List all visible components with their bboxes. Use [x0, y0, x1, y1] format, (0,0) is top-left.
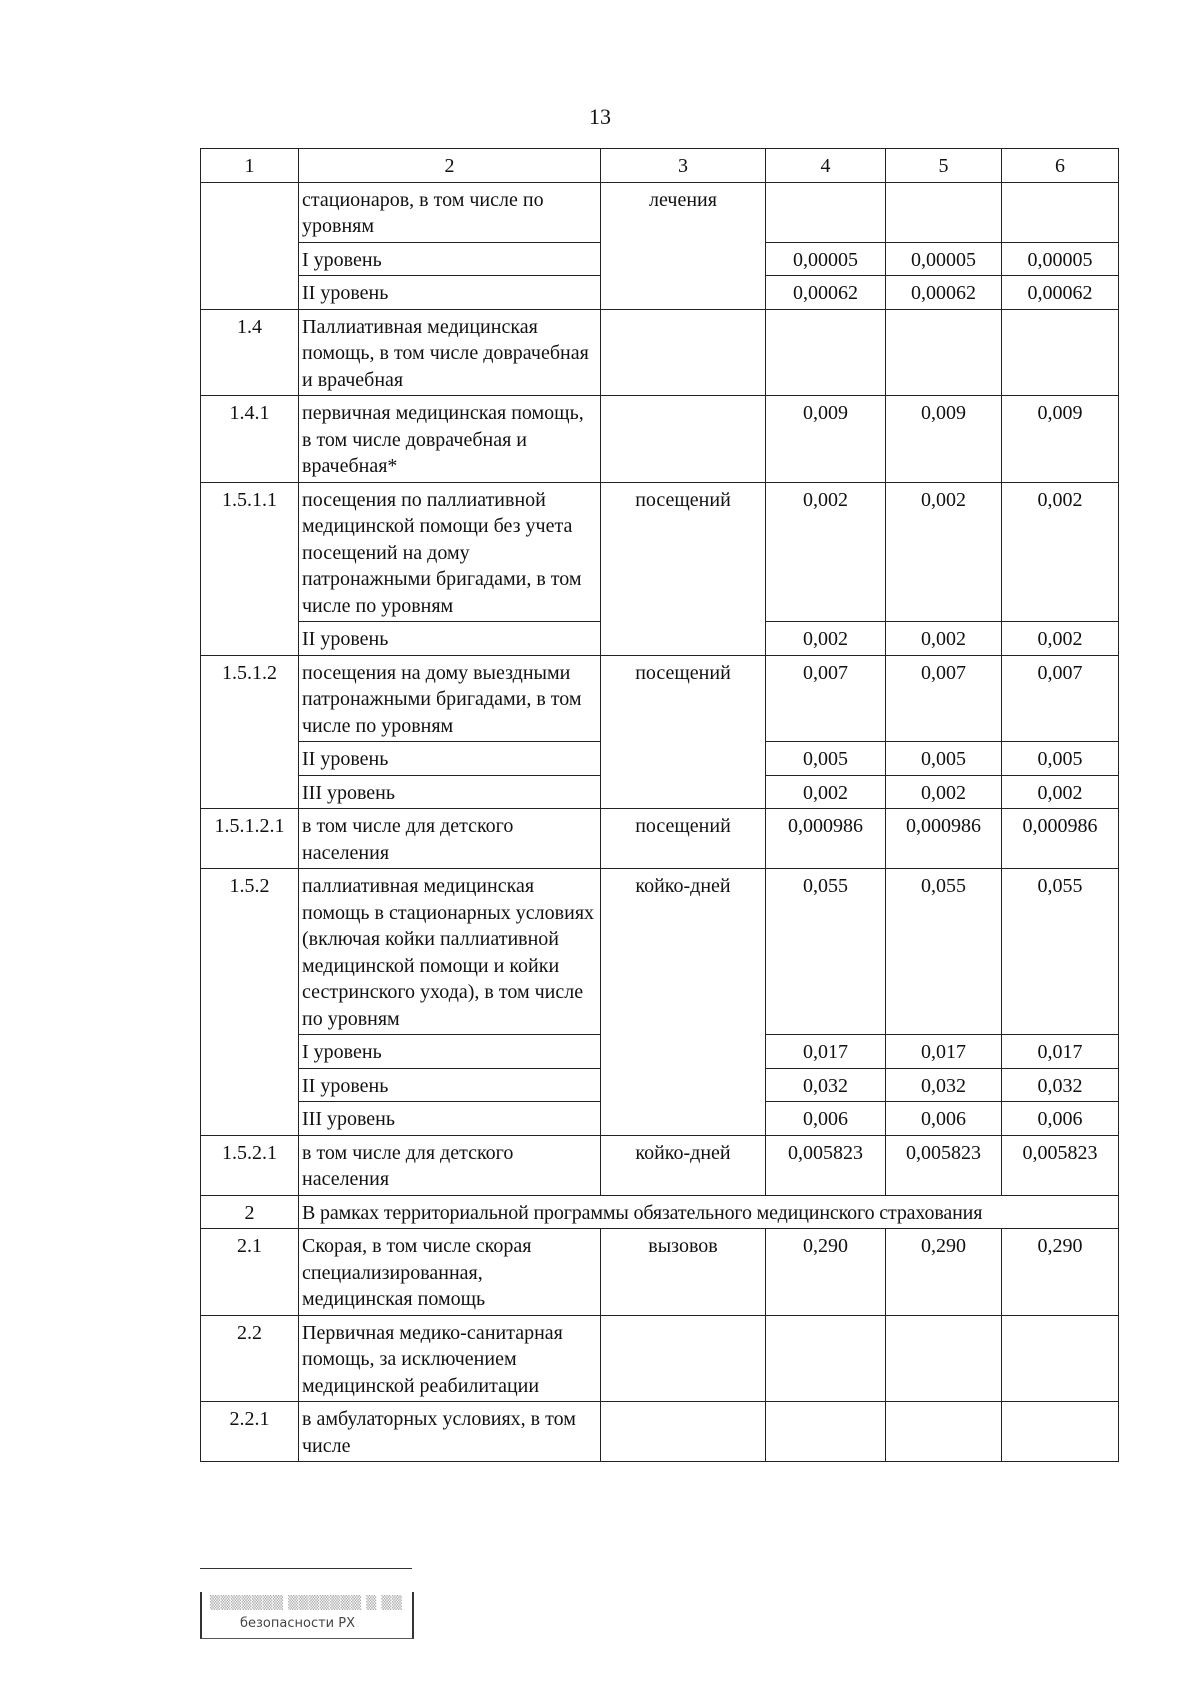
row-value-5 — [886, 182, 1002, 242]
row-value-4 — [766, 182, 886, 242]
row-value-4: 0,290 — [766, 1229, 886, 1316]
row-value-6 — [1002, 1315, 1119, 1402]
row-value-6: 0,00005 — [1002, 242, 1119, 276]
row-value-6: 0,006 — [1002, 1102, 1119, 1136]
row-value-6 — [1002, 309, 1119, 396]
row-value-6 — [1002, 1402, 1119, 1462]
row-unit: посещений — [601, 655, 766, 809]
table-row — [201, 182, 1119, 242]
table-row — [201, 1402, 1119, 1462]
stamp-faded-text: ▒▒▒▒▒▒▒ ▒▒▒▒▒▒▒ ▒ ▒▒ — [210, 1596, 403, 1611]
section-title: В рамках территориальной программы обязательного медицинского страхования — [299, 1195, 1119, 1229]
row-unit: лечения — [601, 182, 766, 309]
row-unit: койко-дней — [601, 1135, 766, 1195]
header-col-4: 4 — [766, 149, 886, 183]
row-value-4: 0,009 — [766, 396, 886, 483]
row-value-6: 0,032 — [1002, 1068, 1119, 1102]
row-name: III уровень — [299, 1102, 601, 1136]
row-name: I уровень — [299, 242, 601, 276]
section-row — [201, 1195, 1119, 1229]
header-col-3: 3 — [601, 149, 766, 183]
row-value-6: 0,009 — [1002, 396, 1119, 483]
row-name: в амбулаторных условиях, в том числе — [299, 1402, 601, 1462]
row-number: 1.5.2.1 — [201, 1135, 299, 1195]
row-value-5: 0,290 — [886, 1229, 1002, 1316]
row-value-5: 0,002 — [886, 622, 1002, 656]
row-value-6: 0,290 — [1002, 1229, 1119, 1316]
row-number: 2 — [201, 1195, 299, 1229]
row-value-6 — [1002, 182, 1119, 242]
row-name: посещения по паллиативной медицинской помощи без учета посещений на дому патронажными бригадами, в том числе по уровням — [299, 482, 601, 622]
row-value-6: 0,002 — [1002, 622, 1119, 656]
row-value-5: 0,017 — [886, 1035, 1002, 1069]
row-value-4 — [766, 309, 886, 396]
row-name: Первичная медико-санитарная помощь, за исключением медицинской реабилитации — [299, 1315, 601, 1402]
row-name: II уровень — [299, 742, 601, 776]
row-name: в том числе для детского населения — [299, 1135, 601, 1195]
row-value-5: 0,005823 — [886, 1135, 1002, 1195]
row-name: в том числе для детского населения — [299, 809, 601, 869]
header-col-1: 1 — [201, 149, 299, 183]
header-col-5: 5 — [886, 149, 1002, 183]
row-value-4: 0,017 — [766, 1035, 886, 1069]
row-number: 2.2.1 — [201, 1402, 299, 1462]
row-number: 2.2 — [201, 1315, 299, 1402]
table-row — [201, 1229, 1119, 1316]
row-value-6: 0,005823 — [1002, 1135, 1119, 1195]
table-row — [201, 482, 1119, 622]
table-row — [201, 396, 1119, 483]
row-value-5: 0,00005 — [886, 242, 1002, 276]
row-unit: вызовов — [601, 1229, 766, 1316]
row-value-6: 0,002 — [1002, 482, 1119, 622]
row-value-6: 0,017 — [1002, 1035, 1119, 1069]
row-unit — [601, 396, 766, 483]
row-number: 1.5.1.2 — [201, 655, 299, 809]
footnote-rule — [200, 1568, 412, 1569]
row-unit — [601, 309, 766, 396]
row-value-6: 0,002 — [1002, 775, 1119, 809]
row-value-5 — [886, 309, 1002, 396]
row-number-cell — [201, 182, 299, 309]
row-value-4: 0,006 — [766, 1102, 886, 1136]
row-number: 1.5.1.1 — [201, 482, 299, 655]
row-value-6: 0,007 — [1002, 655, 1119, 742]
row-value-6: 0,000986 — [1002, 809, 1119, 869]
row-unit: койко-дней — [601, 869, 766, 1136]
row-name: III уровень — [299, 775, 601, 809]
row-value-4 — [766, 1402, 886, 1462]
stamp-text: безопасности РХ — [240, 1616, 355, 1631]
row-name: II уровень — [299, 622, 601, 656]
row-name: посещения на дому выездными патронажными бригадами, в том числе по уровням — [299, 655, 601, 742]
row-value-5: 0,007 — [886, 655, 1002, 742]
row-value-4: 0,005 — [766, 742, 886, 776]
page-number: 13 — [589, 104, 611, 129]
row-value-5 — [886, 1315, 1002, 1402]
table-row — [201, 1135, 1119, 1195]
header-row — [201, 149, 1119, 183]
row-name: Паллиативная медицинская помощь, в том числе доврачебная и врачебная — [299, 309, 601, 396]
table-row — [201, 309, 1119, 396]
row-name: Скорая, в том числе скорая специализированная, медицинская помощь — [299, 1229, 601, 1316]
row-value-6: 0,00062 — [1002, 276, 1119, 310]
row-number: 1.5.1.2.1 — [201, 809, 299, 869]
row-name: I уровень — [299, 1035, 601, 1069]
row-value-5: 0,00062 — [886, 276, 1002, 310]
row-unit — [601, 1402, 766, 1462]
row-value-4: 0,002 — [766, 482, 886, 622]
row-value-6: 0,005 — [1002, 742, 1119, 776]
table-row — [201, 655, 1119, 742]
row-number: 1.5.2 — [201, 869, 299, 1136]
row-value-4: 0,002 — [766, 775, 886, 809]
row-value-4: 0,055 — [766, 869, 886, 1035]
row-name: II уровень — [299, 1068, 601, 1102]
row-unit — [601, 1315, 766, 1402]
header-col-6: 6 — [1002, 149, 1119, 183]
row-value-4: 0,000986 — [766, 809, 886, 869]
row-value-4: 0,005823 — [766, 1135, 886, 1195]
row-name: паллиативная медицинская помощь в стационарных условиях (включая койки паллиативной медицинской помощи и койки сестринского ухода), в том числе по уровням — [299, 869, 601, 1035]
row-value-5: 0,006 — [886, 1102, 1002, 1136]
row-value-4: 0,002 — [766, 622, 886, 656]
row-value-6: 0,055 — [1002, 869, 1119, 1035]
row-value-5: 0,005 — [886, 742, 1002, 776]
table-row — [201, 809, 1119, 869]
row-unit: посещений — [601, 809, 766, 869]
row-value-4: 0,00062 — [766, 276, 886, 310]
table-row — [201, 869, 1119, 1035]
row-value-5: 0,009 — [886, 396, 1002, 483]
row-number: 1.4 — [201, 309, 299, 396]
row-value-4: 0,032 — [766, 1068, 886, 1102]
row-value-4: 0,007 — [766, 655, 886, 742]
row-value-5: 0,002 — [886, 775, 1002, 809]
row-number: 2.1 — [201, 1229, 299, 1316]
row-value-4: 0,00005 — [766, 242, 886, 276]
row-name: стационаров, в том числе по уровням — [299, 182, 601, 242]
row-name: первичная медицинская помощь, в том числе доврачебная и врачебная* — [299, 396, 601, 483]
header-col-2: 2 — [299, 149, 601, 183]
row-value-5: 0,055 — [886, 869, 1002, 1035]
row-value-5: 0,032 — [886, 1068, 1002, 1102]
row-value-5: 0,000986 — [886, 809, 1002, 869]
registration-stamp — [200, 1592, 414, 1639]
row-unit: посещений — [601, 482, 766, 655]
indicator-table — [200, 148, 1119, 1462]
row-name: II уровень — [299, 276, 601, 310]
row-number: 1.4.1 — [201, 396, 299, 483]
row-value-4 — [766, 1315, 886, 1402]
row-value-5 — [886, 1402, 1002, 1462]
table-row — [201, 1315, 1119, 1402]
row-value-5: 0,002 — [886, 482, 1002, 622]
